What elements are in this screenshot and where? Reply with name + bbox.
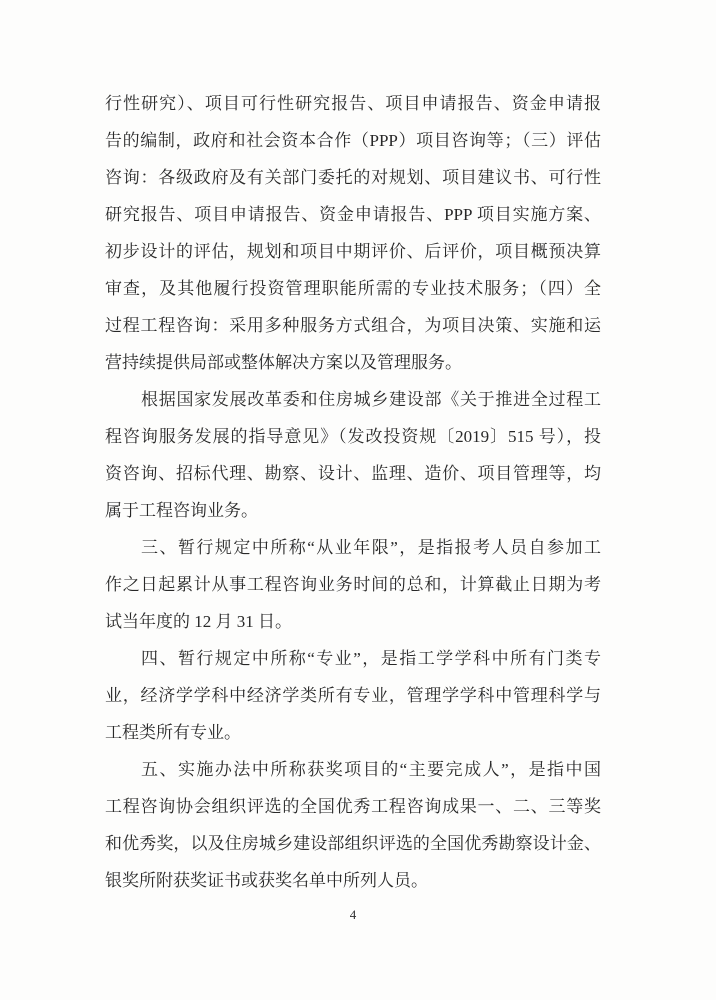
text-line: 作之日起累计从事工程咨询业务时间的总和，计算截止日期为考: [105, 575, 601, 594]
text-line: 三、暂行规定中所称“从业年限”，是指报考人员自参加工: [141, 538, 601, 557]
text-line: 属于工程咨询业务。: [105, 501, 258, 520]
text-line: 审查，及其他履行投资管理职能所需的专业技术服务；（四）全: [105, 279, 601, 298]
text-line: 初步设计的评估，规划和项目中期评价、后评价，项目概预决算: [105, 242, 601, 261]
text-line: 行性研究）、项目可行性研究报告、项目申请报告、资金申请报: [105, 94, 601, 113]
text-line: 告的编制，政府和社会资本合作（PPP）项目咨询等；（三）评估: [105, 131, 601, 150]
text-line: 业，经济学学科中经济学类所有专业，管理学学科中管理科学与: [105, 686, 601, 705]
text-line: 工程类所有专业。: [105, 723, 241, 742]
text-line: 试当年度的 12 月 31 日。: [105, 612, 292, 631]
text-line: 研究报告、项目申请报告、资金申请报告、PPP 项目实施方案、: [105, 205, 601, 224]
text-line: 根据国家发展改革委和住房城乡建设部《关于推进全过程工: [141, 390, 601, 409]
page-number: 4: [349, 907, 357, 922]
text-line: 五、实施办法中所称获奖项目的“主要完成人”，是指中国: [141, 760, 601, 779]
text-line: 程咨询服务发展的指导意见》（发改投资规〔2019〕515 号），投: [105, 427, 601, 446]
text-line: 和优秀奖，以及住房城乡建设部组织评选的全国优秀勘察设计金、: [105, 834, 601, 853]
text-line: 工程咨询协会组织评选的全国优秀工程咨询成果一、二、三等奖: [105, 797, 601, 816]
text-line: 过程工程咨询：采用多种服务方式组合，为项目决策、实施和运: [105, 316, 601, 335]
document-body: [105, 85, 601, 899]
text-line: 银奖所附获奖证书或获奖名单中所列人员。: [105, 871, 428, 890]
paragraph: [105, 85, 601, 381]
paragraph: [105, 640, 601, 751]
text-line: 营持续提供局部或整体解决方案以及管理服务。: [105, 353, 462, 372]
paragraph: [105, 751, 601, 899]
paragraph: [105, 381, 601, 529]
paragraph: [105, 529, 601, 640]
text-line: 咨询：各级政府及有关部门委托的对规划、项目建议书、可行性: [105, 168, 601, 187]
text-line: 资咨询、招标代理、勘察、设计、监理、造价、项目管理等，均: [105, 464, 601, 483]
text-line: 四、暂行规定中所称“专业”，是指工学学科中所有门类专: [141, 649, 601, 668]
